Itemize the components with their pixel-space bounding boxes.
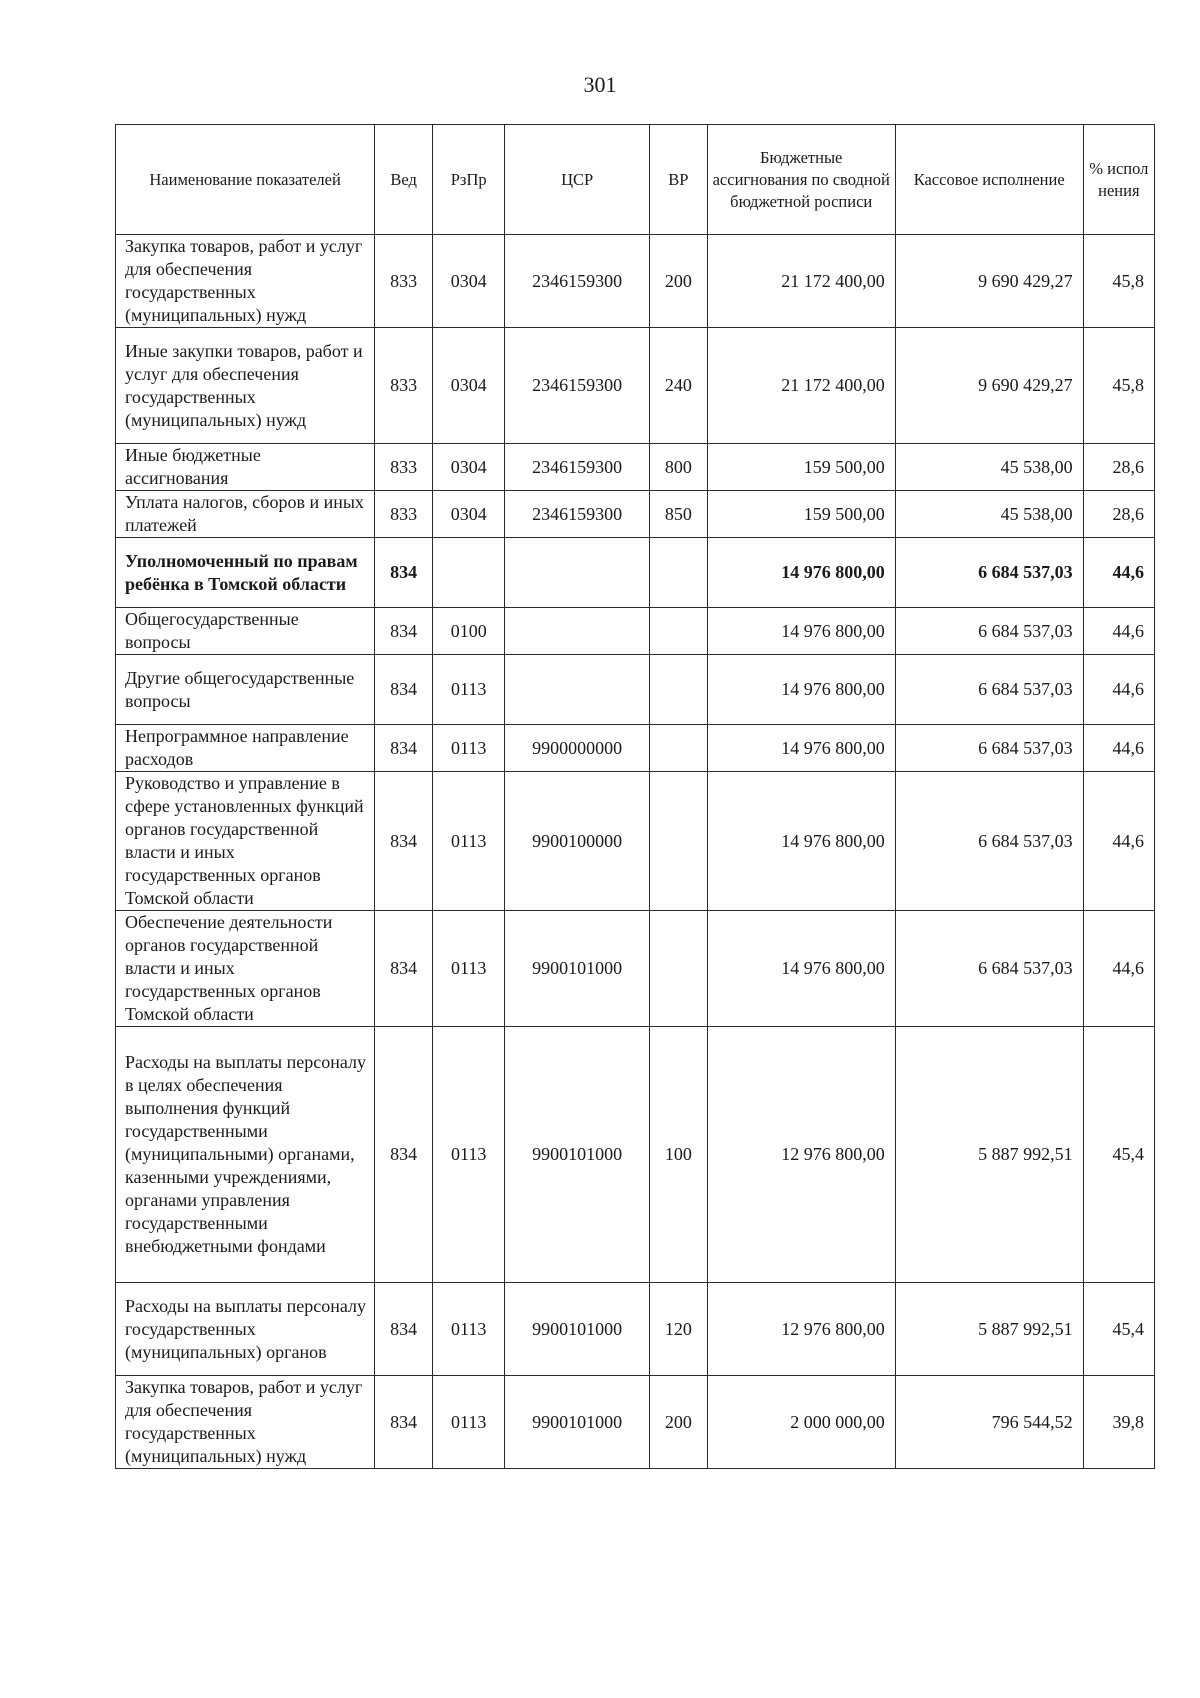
table-row [116,911,1155,1027]
cell-name: Уплата налогов, сборов и иных платежей [116,491,375,538]
table-row [116,444,1155,491]
table-row [116,1027,1155,1283]
table-row [116,725,1155,772]
cell-name: Руководство и управление в сфере установленных функций органов государственной власти и иных государственных органов Томской области [116,772,375,911]
cell-rzpr: 0113 [433,1376,505,1469]
header-name: Наименование показателей [116,125,375,235]
cell-rzpr: 0304 [433,328,505,444]
cell-vr [649,538,707,608]
table-row [116,1283,1155,1376]
cell-name: Закупка товаров, работ и услуг для обеспечения государственных (муниципальных) нужд [116,1376,375,1469]
cell-pct: 45,8 [1083,235,1154,328]
cell-ved: 834 [375,655,433,725]
cell-cash: 6 684 537,03 [895,772,1083,911]
cell-vr: 200 [649,1376,707,1469]
cell-budget: 21 172 400,00 [707,328,895,444]
budget-execution-table [115,124,1155,1469]
cell-ved: 834 [375,608,433,655]
cell-pct: 45,4 [1083,1283,1154,1376]
cell-pct: 44,6 [1083,538,1154,608]
cell-budget: 14 976 800,00 [707,608,895,655]
cell-ved: 834 [375,772,433,911]
cell-cash: 45 538,00 [895,491,1083,538]
cell-budget: 21 172 400,00 [707,235,895,328]
cell-pct: 44,6 [1083,772,1154,911]
cell-rzpr: 0304 [433,444,505,491]
header-vr: ВР [649,125,707,235]
cell-vr: 100 [649,1027,707,1283]
table-header-row [116,125,1155,235]
cell-budget: 159 500,00 [707,491,895,538]
cell-name: Уполномоченный по правам ребёнка в Томской области [116,538,375,608]
cell-cash: 45 538,00 [895,444,1083,491]
cell-csr: 9900101000 [505,1027,650,1283]
cell-csr: 2346159300 [505,328,650,444]
table-row [116,608,1155,655]
cell-budget: 12 976 800,00 [707,1283,895,1376]
table-row [116,491,1155,538]
cell-pct: 45,8 [1083,328,1154,444]
cell-csr [505,655,650,725]
cell-name: Другие общегосударственные вопросы [116,655,375,725]
cell-pct: 44,6 [1083,725,1154,772]
table-row [116,655,1155,725]
cell-pct: 44,6 [1083,608,1154,655]
cell-vr [649,655,707,725]
cell-rzpr: 0113 [433,725,505,772]
header-pct: % испол нения [1083,125,1154,235]
cell-cash: 5 887 992,51 [895,1027,1083,1283]
table-row [116,772,1155,911]
cell-ved: 834 [375,1376,433,1469]
cell-ved: 833 [375,235,433,328]
table-row [116,235,1155,328]
cell-rzpr: 0304 [433,235,505,328]
cell-ved: 834 [375,1283,433,1376]
cell-csr [505,608,650,655]
cell-csr: 2346159300 [505,235,650,328]
cell-budget: 14 976 800,00 [707,538,895,608]
cell-cash: 6 684 537,03 [895,725,1083,772]
cell-ved: 833 [375,328,433,444]
cell-vr [649,608,707,655]
header-csr: ЦСР [505,125,650,235]
cell-vr: 800 [649,444,707,491]
cell-ved: 833 [375,491,433,538]
cell-budget: 159 500,00 [707,444,895,491]
cell-cash: 6 684 537,03 [895,608,1083,655]
cell-csr: 9900101000 [505,911,650,1027]
cell-cash: 5 887 992,51 [895,1283,1083,1376]
header-cash: Кассовое исполнение [895,125,1083,235]
cell-rzpr [433,538,505,608]
cell-csr [505,538,650,608]
cell-csr: 9900100000 [505,772,650,911]
cell-rzpr: 0304 [433,491,505,538]
cell-ved: 834 [375,538,433,608]
cell-pct: 45,4 [1083,1027,1154,1283]
cell-vr: 120 [649,1283,707,1376]
cell-ved: 834 [375,725,433,772]
cell-pct: 44,6 [1083,655,1154,725]
cell-name: Иные закупки товаров, работ и услуг для обеспечения государственных (муниципальных) нужд [116,328,375,444]
cell-name: Расходы на выплаты персоналу в целях обеспечения выполнения функций государственными (муниципальными) органами, казенными учреждениями, органами управления государственными внебюджетными фондами [116,1027,375,1283]
cell-csr: 2346159300 [505,491,650,538]
cell-vr: 200 [649,235,707,328]
cell-name: Непрограммное направление расходов [116,725,375,772]
cell-cash: 9 690 429,27 [895,235,1083,328]
cell-rzpr: 0113 [433,911,505,1027]
header-budget: Бюджетные ассигнования по сводной бюджетной росписи [707,125,895,235]
cell-cash: 9 690 429,27 [895,328,1083,444]
cell-cash: 6 684 537,03 [895,655,1083,725]
cell-ved: 834 [375,911,433,1027]
cell-vr [649,911,707,1027]
cell-budget: 14 976 800,00 [707,655,895,725]
cell-budget: 14 976 800,00 [707,725,895,772]
cell-name: Иные бюджетные ассигнования [116,444,375,491]
table-body [116,235,1155,1469]
table-row [116,538,1155,608]
header-rzpr: РзПр [433,125,505,235]
cell-budget: 14 976 800,00 [707,772,895,911]
cell-name: Обеспечение деятельности органов государственной власти и иных государственных органов Томской области [116,911,375,1027]
header-ved: Вед [375,125,433,235]
cell-csr: 9900101000 [505,1376,650,1469]
cell-pct: 28,6 [1083,491,1154,538]
cell-name: Расходы на выплаты персоналу государственных (муниципальных) органов [116,1283,375,1376]
table-row [116,328,1155,444]
cell-rzpr: 0100 [433,608,505,655]
cell-cash: 6 684 537,03 [895,538,1083,608]
cell-rzpr: 0113 [433,1027,505,1283]
cell-budget: 14 976 800,00 [707,911,895,1027]
cell-ved: 834 [375,1027,433,1283]
cell-budget: 2 000 000,00 [707,1376,895,1469]
page-number: 301 [583,72,617,97]
cell-name: Закупка товаров, работ и услуг для обеспечения государственных (муниципальных) нужд [116,235,375,328]
cell-csr: 9900000000 [505,725,650,772]
cell-rzpr: 0113 [433,655,505,725]
cell-name: Общегосударственные вопросы [116,608,375,655]
cell-vr: 850 [649,491,707,538]
cell-pct: 44,6 [1083,911,1154,1027]
cell-ved: 833 [375,444,433,491]
cell-cash: 6 684 537,03 [895,911,1083,1027]
cell-csr: 2346159300 [505,444,650,491]
cell-cash: 796 544,52 [895,1376,1083,1469]
cell-csr: 9900101000 [505,1283,650,1376]
cell-vr: 240 [649,328,707,444]
cell-rzpr: 0113 [433,1283,505,1376]
cell-pct: 28,6 [1083,444,1154,491]
cell-pct: 39,8 [1083,1376,1154,1469]
table-row [116,1376,1155,1469]
cell-vr [649,772,707,911]
cell-rzpr: 0113 [433,772,505,911]
cell-budget: 12 976 800,00 [707,1027,895,1283]
cell-vr [649,725,707,772]
